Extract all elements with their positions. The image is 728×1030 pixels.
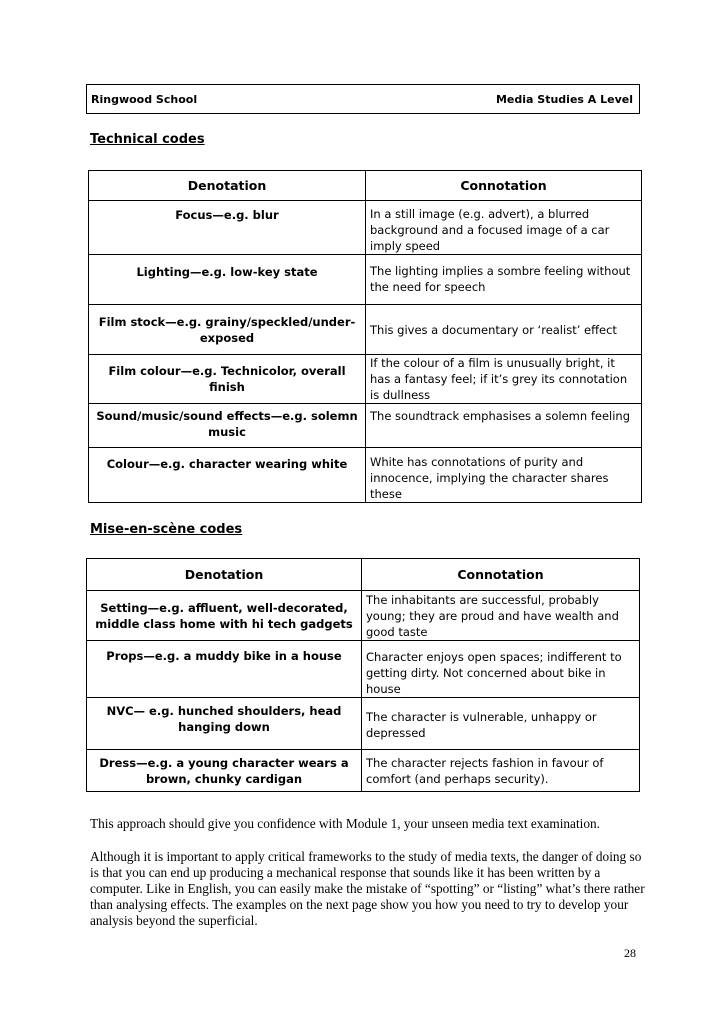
table-row bbox=[89, 448, 642, 503]
denotation-cell: Film stock—e.g. grainy/speckled/under-exposed bbox=[89, 305, 366, 355]
connotation-cell: The lighting implies a sombre feeling without the need for speech bbox=[366, 255, 642, 305]
denotation-cell: Setting—e.g. affluent, well-decorated, middle class home with hi tech gadgets bbox=[87, 591, 362, 641]
connotation-cell: Character enjoys open spaces; indifferent to getting dirty. Not concerned about bike in house bbox=[362, 641, 640, 698]
technical-codes-table bbox=[88, 170, 642, 503]
connotation-cell: The character is vulnerable, unhappy or depressed bbox=[362, 698, 640, 750]
connotation-cell: White has connotations of purity and innocence, implying the character shares these bbox=[366, 448, 642, 503]
table-row bbox=[87, 641, 640, 698]
connotation-cell: The character rejects fashion in favour of comfort (and perhaps security). bbox=[362, 750, 640, 792]
connotation-cell: The soundtrack emphasises a solemn feeling bbox=[366, 404, 642, 448]
denotation-cell: Film colour—e.g. Technicolor, overall finish bbox=[89, 355, 366, 404]
table-row bbox=[87, 591, 640, 641]
denotation-cell: Focus—e.g. blur bbox=[89, 201, 366, 255]
denotation-cell: Lighting—e.g. low-key state bbox=[89, 255, 366, 305]
table-row bbox=[87, 698, 640, 750]
school-name: Ringwood School bbox=[91, 93, 198, 106]
connotation-cell: The inhabitants are successful, probably young; they are proud and have wealth and good taste bbox=[362, 591, 640, 641]
body-paragraph: This approach should give you confidence with Module 1, your unseen media text examination. bbox=[90, 816, 600, 831]
technical-codes-title: Technical codes bbox=[90, 132, 205, 147]
page-number: 28 bbox=[624, 946, 636, 960]
table-row bbox=[87, 750, 640, 792]
connotation-cell: In a still image (e.g. advert), a blurred background and a focused image of a car imply speed bbox=[366, 201, 642, 255]
denotation-header: Denotation bbox=[87, 559, 362, 591]
denotation-cell: Dress—e.g. a young character wears a brown, chunky cardigan bbox=[87, 750, 362, 792]
table-row bbox=[89, 305, 642, 355]
table-row bbox=[89, 201, 642, 255]
table-row bbox=[89, 255, 642, 305]
mise-en-scene-title: Mise-en-scène codes bbox=[90, 522, 243, 537]
body-paragraph: Although it is important to apply critical frameworks to the study of media texts, the danger of doing so is that you can end up producing a mechanical response that sounds like it has been written by a computer. Like in English, you can easily make the mistake of “spotting” or “listing” what’s there rather than analysing effects. The examples on the next page show you how you need to try to develop your analysis beyond the superficial. bbox=[90, 849, 645, 928]
connotation-cell: If the colour of a film is unusually bright, it has a fantasy feel; if it’s grey its connotation is dullness bbox=[366, 355, 642, 404]
table-row bbox=[89, 404, 642, 448]
denotation-cell: Props—e.g. a muddy bike in a house bbox=[87, 641, 362, 698]
page-header bbox=[86, 84, 640, 114]
denotation-cell: Sound/music/sound effects—e.g. solemn music bbox=[89, 404, 366, 448]
course-name: Media Studies A Level bbox=[495, 93, 633, 106]
table-header-row bbox=[87, 559, 640, 591]
denotation-cell: NVC— e.g. hunched shoulders, head hanging down bbox=[87, 698, 362, 750]
connotation-cell: This gives a documentary or ‘realist’ effect bbox=[366, 305, 642, 355]
denotation-cell: Colour—e.g. character wearing white bbox=[89, 448, 366, 503]
denotation-header: Denotation bbox=[89, 171, 366, 201]
connotation-header: Connotation bbox=[366, 171, 642, 201]
table-header-row bbox=[89, 171, 642, 201]
mise-en-scene-table bbox=[86, 558, 640, 792]
connotation-header: Connotation bbox=[362, 559, 640, 591]
table-row bbox=[89, 355, 642, 404]
